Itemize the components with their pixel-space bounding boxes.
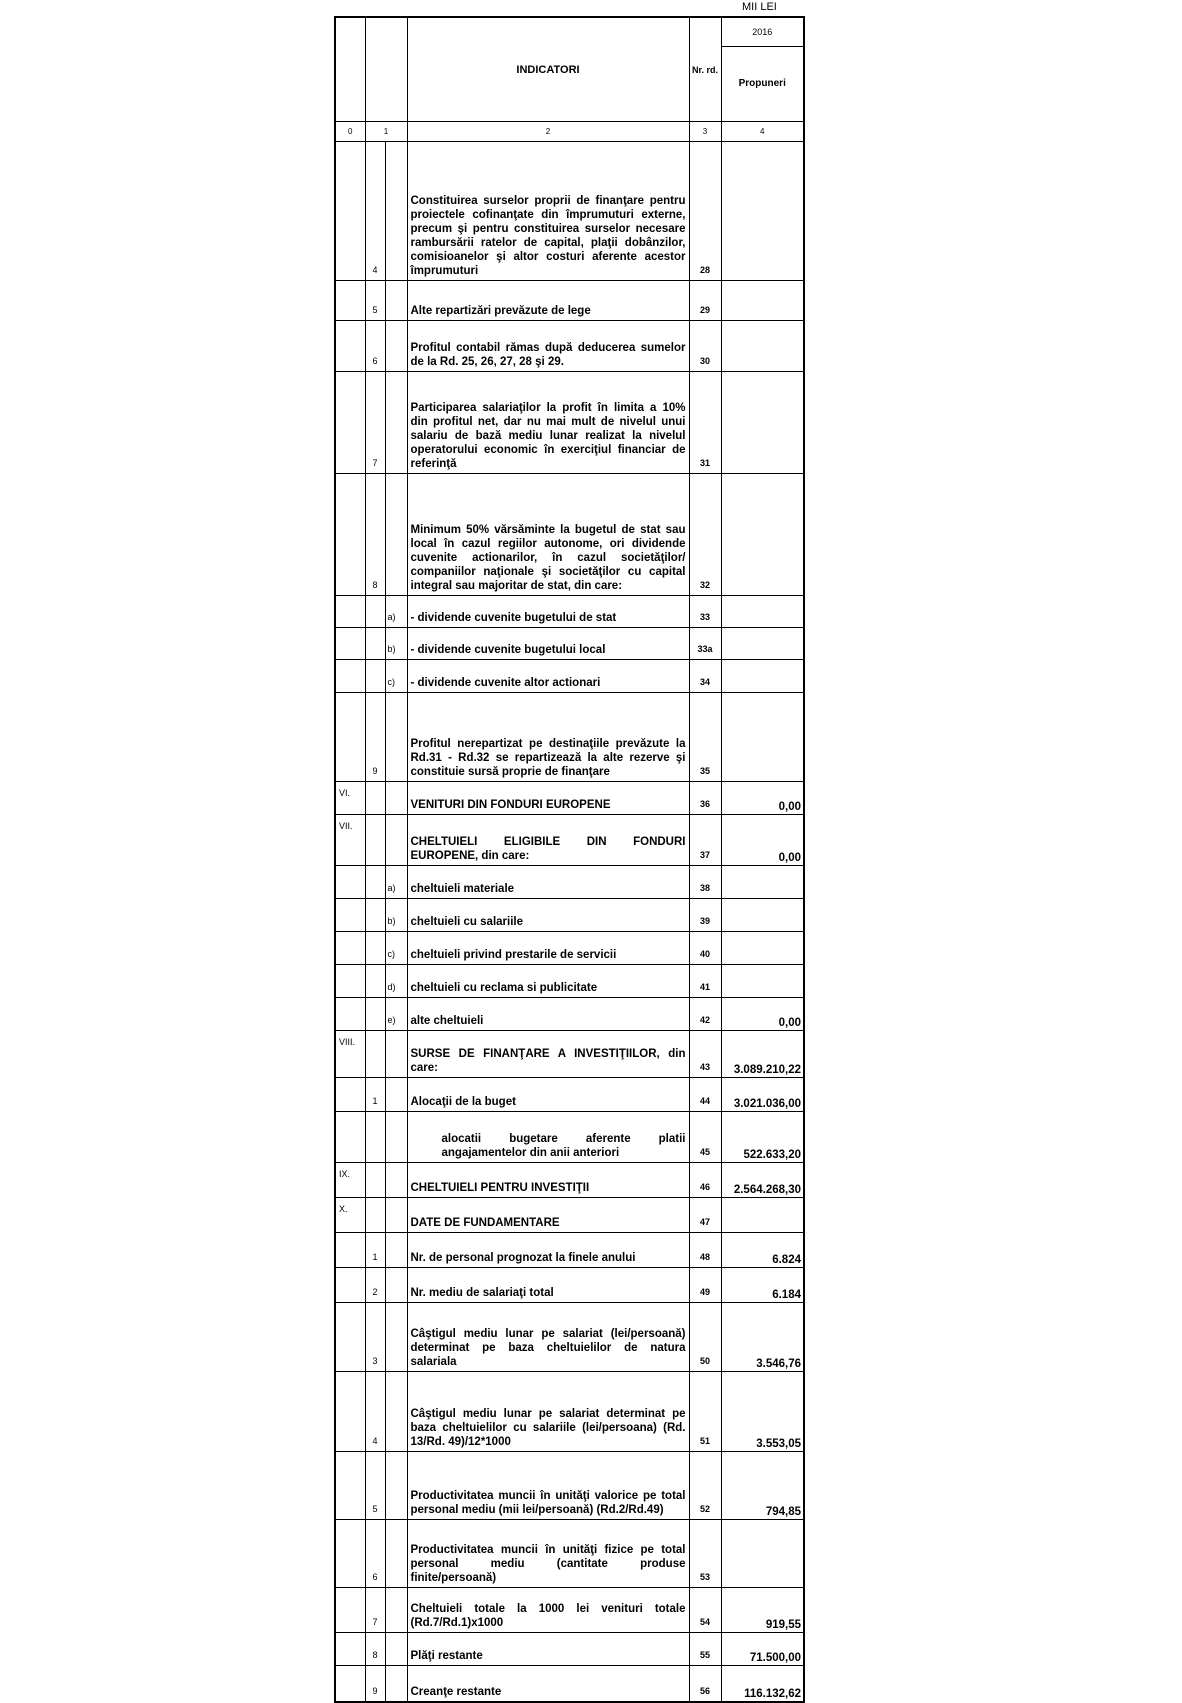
item-number: 1	[365, 1078, 385, 1112]
subitem-letter: b)	[385, 628, 407, 660]
row-number: 51	[689, 1372, 721, 1452]
column-numbers-row	[335, 122, 804, 142]
item-number	[365, 628, 385, 660]
section-number	[335, 1452, 365, 1520]
proposal-value	[721, 372, 804, 474]
indicator-text: cheltuieli materiale	[407, 866, 689, 899]
header-nr-rd: Nr. rd.	[689, 17, 721, 122]
row-number: 37	[689, 815, 721, 866]
table-row	[335, 660, 804, 693]
indicator-text: cheltuieli cu reclama si publicitate	[407, 965, 689, 998]
row-number: 33a	[689, 628, 721, 660]
section-number	[335, 660, 365, 693]
table-row	[335, 899, 804, 932]
table-row	[335, 932, 804, 965]
subitem-letter	[385, 1198, 407, 1233]
proposal-value: 6.184	[721, 1268, 804, 1303]
proposal-value	[721, 693, 804, 782]
item-number	[365, 899, 385, 932]
budget-table	[334, 16, 805, 1703]
proposal-value: 522.633,20	[721, 1112, 804, 1163]
section-number	[335, 965, 365, 998]
item-number: 1	[365, 1233, 385, 1268]
section-number	[335, 1588, 365, 1633]
proposal-value	[721, 628, 804, 660]
row-number: 53	[689, 1520, 721, 1588]
item-number: 6	[365, 1520, 385, 1588]
item-number	[365, 1163, 385, 1198]
indicator-text: Câştigul mediu lunar pe salariat determinat pe baza cheltuielilor cu salariile (lei/persoana) (Rd. 13/Rd. 49)/12*1000	[407, 1372, 689, 1452]
section-number	[335, 1303, 365, 1372]
subitem-letter	[385, 1268, 407, 1303]
subitem-letter	[385, 1078, 407, 1112]
subitem-letter	[385, 1588, 407, 1633]
item-number	[365, 596, 385, 628]
section-number	[335, 372, 365, 474]
subitem-letter	[385, 1452, 407, 1520]
proposal-value	[721, 142, 804, 281]
item-number	[365, 965, 385, 998]
table-row	[335, 1233, 804, 1268]
proposal-value	[721, 965, 804, 998]
indicator-text: cheltuieli cu salariile	[407, 899, 689, 932]
table-row	[335, 1303, 804, 1372]
indicator-text: Alocaţii de la buget	[407, 1078, 689, 1112]
item-number	[365, 932, 385, 965]
subitem-letter	[385, 1233, 407, 1268]
proposal-value: 3.553,05	[721, 1372, 804, 1452]
item-number	[365, 1112, 385, 1163]
item-number: 7	[365, 372, 385, 474]
table-row	[335, 1372, 804, 1452]
proposal-value	[721, 660, 804, 693]
indicator-text: VENITURI DIN FONDURI EUROPENE	[407, 782, 689, 815]
table-row	[335, 866, 804, 899]
row-number: 40	[689, 932, 721, 965]
item-number: 5	[365, 281, 385, 321]
row-number: 29	[689, 281, 721, 321]
subitem-letter	[385, 1633, 407, 1666]
subitem-letter	[385, 1520, 407, 1588]
section-number	[335, 1233, 365, 1268]
section-number	[335, 693, 365, 782]
table-row	[335, 815, 804, 866]
table-row	[335, 782, 804, 815]
row-number: 49	[689, 1268, 721, 1303]
section-number	[335, 1633, 365, 1666]
subitem-letter: c)	[385, 932, 407, 965]
subitem-letter	[385, 1163, 407, 1198]
table-row	[335, 998, 804, 1031]
item-number	[365, 1198, 385, 1233]
section-number	[335, 1112, 365, 1163]
subitem-letter	[385, 474, 407, 596]
subitem-letter	[385, 693, 407, 782]
section-number: VIII.	[335, 1031, 365, 1078]
subitem-letter	[385, 1112, 407, 1163]
table-row	[335, 628, 804, 660]
table-row	[335, 596, 804, 628]
row-number: 46	[689, 1163, 721, 1198]
indicator-text: - dividende cuvenite altor actionari	[407, 660, 689, 693]
table-row	[335, 1112, 804, 1163]
section-number	[335, 899, 365, 932]
proposal-value: 3.546,76	[721, 1303, 804, 1372]
table-row	[335, 965, 804, 998]
proposal-value: 0,00	[721, 815, 804, 866]
item-number: 8	[365, 474, 385, 596]
item-number	[365, 998, 385, 1031]
indicator-text: Alte repartizări prevăzute de lege	[407, 281, 689, 321]
table-row	[335, 1588, 804, 1633]
proposal-value: 3.021.036,00	[721, 1078, 804, 1112]
row-number: 56	[689, 1666, 721, 1703]
proposal-value: 794,85	[721, 1452, 804, 1520]
item-number: 7	[365, 1588, 385, 1633]
unit-label: MII LEI	[742, 1, 777, 13]
table-row	[335, 142, 804, 281]
indicator-text: Creanţe restante	[407, 1666, 689, 1703]
proposal-value	[721, 866, 804, 899]
indicator-text: cheltuieli privind prestarile de servicii	[407, 932, 689, 965]
subitem-letter	[385, 142, 407, 281]
indicator-text: SURSE DE FINANŢARE A INVESTIŢIILOR, din care:	[407, 1031, 689, 1078]
proposal-value: 0,00	[721, 998, 804, 1031]
col-num-4: 4	[721, 122, 804, 142]
table-row	[335, 1078, 804, 1112]
proposal-value	[721, 596, 804, 628]
section-number	[335, 1520, 365, 1588]
proposal-value: 3.089.210,22	[721, 1031, 804, 1078]
subitem-letter	[385, 372, 407, 474]
section-number: VI.	[335, 782, 365, 815]
indicator-text: alte cheltuieli	[407, 998, 689, 1031]
proposal-value: 71.500,00	[721, 1633, 804, 1666]
row-number: 47	[689, 1198, 721, 1233]
proposal-value: 2.564.268,30	[721, 1163, 804, 1198]
section-number	[335, 932, 365, 965]
indicator-text: Profitul contabil rămas după deducerea sumelor de la Rd. 25, 26, 27, 28 şi 29.	[407, 321, 689, 372]
section-number	[335, 321, 365, 372]
table-row	[335, 693, 804, 782]
table-row	[335, 1198, 804, 1233]
table-row	[335, 1452, 804, 1520]
indicator-text: alocatii bugetare aferente platii angajamentelor din anii anteriori	[407, 1112, 689, 1163]
indicator-text: Cheltuieli totale la 1000 lei venituri totale (Rd.7/Rd.1)x1000	[407, 1588, 689, 1633]
table-row	[335, 1633, 804, 1666]
proposal-value	[721, 899, 804, 932]
row-number: 48	[689, 1233, 721, 1268]
table-row	[335, 1520, 804, 1588]
proposal-value	[721, 474, 804, 596]
section-number	[335, 1666, 365, 1703]
indicator-text: Productivitatea muncii în unităţi valorice pe total personal mediu (mii lei/persoană) (Rd.2/Rd.49)	[407, 1452, 689, 1520]
subitem-letter	[385, 281, 407, 321]
indicator-text: Câştigul mediu lunar pe salariat (lei/persoană) determinat pe baza cheltuielilor de natura salariala	[407, 1303, 689, 1372]
proposal-value	[721, 1520, 804, 1588]
section-number	[335, 1078, 365, 1112]
subitem-letter: c)	[385, 660, 407, 693]
subitem-letter	[385, 1666, 407, 1703]
proposal-value	[721, 281, 804, 321]
item-number: 8	[365, 1633, 385, 1666]
subitem-letter	[385, 1031, 407, 1078]
col-num-2: 2	[407, 122, 689, 142]
subitem-letter: d)	[385, 965, 407, 998]
indicator-text: Plăţi restante	[407, 1633, 689, 1666]
proposal-value: 919,55	[721, 1588, 804, 1633]
item-number	[365, 866, 385, 899]
proposal-value: 0,00	[721, 782, 804, 815]
indicator-text: Minimum 50% vărsăminte la bugetul de stat sau local în cazul regiilor autonome, ori dividende cuvenite actionarilor, în cazul societăţilor/ companiilor naţionale şi societăţilor cu capital integral sau majoritar de stat, din care:	[407, 474, 689, 596]
indicator-text: CHELTUIELI PENTRU INVESTIŢII	[407, 1163, 689, 1198]
section-number: X.	[335, 1198, 365, 1233]
item-number	[365, 660, 385, 693]
data-rows	[335, 142, 804, 1703]
indicator-text: Nr. de personal prognozat la finele anului	[407, 1233, 689, 1268]
indicator-text: Constituirea surselor proprii de finanţare pentru proiectele cofinanţate din împrumuturi externe, precum şi pentru constituirea surselor necesare rambursării ratelor de capital, plaţii dobânzilor, comisioanelor şi altor costuri aferente acestor împrumuturi	[407, 142, 689, 281]
table-row	[335, 474, 804, 596]
row-number: 30	[689, 321, 721, 372]
indicator-text: DATE DE FUNDAMENTARE	[407, 1198, 689, 1233]
section-number	[335, 474, 365, 596]
section-number	[335, 1268, 365, 1303]
table-body	[335, 17, 804, 142]
section-number: IX.	[335, 1163, 365, 1198]
header-year: 2016	[721, 17, 804, 47]
indicator-text: - dividende cuvenite bugetului local	[407, 628, 689, 660]
table-row	[335, 1163, 804, 1198]
table-row	[335, 281, 804, 321]
subitem-letter	[385, 1372, 407, 1452]
proposal-value	[721, 932, 804, 965]
item-number: 6	[365, 321, 385, 372]
indicator-text: Productivitatea muncii în unităţi fizice pe total personal mediu (cantitate produse finite/persoană)	[407, 1520, 689, 1588]
indicator-text: CHELTUIELI ELIGIBILE DIN FONDURI EUROPENE, din care:	[407, 815, 689, 866]
table-row	[335, 372, 804, 474]
row-number: 43	[689, 1031, 721, 1078]
row-number: 35	[689, 693, 721, 782]
section-number	[335, 998, 365, 1031]
section-number: VII.	[335, 815, 365, 866]
row-number: 50	[689, 1303, 721, 1372]
header-row-year	[335, 17, 804, 47]
section-number	[335, 281, 365, 321]
row-number: 52	[689, 1452, 721, 1520]
item-number	[365, 1031, 385, 1078]
section-number	[335, 1372, 365, 1452]
section-number	[335, 628, 365, 660]
proposal-value: 116.132,62	[721, 1666, 804, 1703]
item-number	[365, 782, 385, 815]
row-number: 33	[689, 596, 721, 628]
row-number: 45	[689, 1112, 721, 1163]
subitem-letter: e)	[385, 998, 407, 1031]
col-num-3: 3	[689, 122, 721, 142]
subitem-letter: a)	[385, 866, 407, 899]
proposal-value	[721, 1198, 804, 1233]
row-number: 54	[689, 1588, 721, 1633]
section-number	[335, 866, 365, 899]
subitem-letter	[385, 815, 407, 866]
row-number: 34	[689, 660, 721, 693]
section-number	[335, 142, 365, 281]
row-number: 38	[689, 866, 721, 899]
indicator-text: Profitul nerepartizat pe destinaţiile prevăzute la Rd.31 - Rd.32 se repartizează la alte rezerve şi constituie sursă proprie de finanţare	[407, 693, 689, 782]
row-number: 36	[689, 782, 721, 815]
row-number: 55	[689, 1633, 721, 1666]
row-number: 41	[689, 965, 721, 998]
indicator-text: - dividende cuvenite bugetului de stat	[407, 596, 689, 628]
table-row	[335, 1666, 804, 1703]
proposal-value: 6.824	[721, 1233, 804, 1268]
item-number: 3	[365, 1303, 385, 1372]
row-number: 28	[689, 142, 721, 281]
subitem-letter: a)	[385, 596, 407, 628]
section-number	[335, 596, 365, 628]
item-number: 9	[365, 693, 385, 782]
row-number: 42	[689, 998, 721, 1031]
row-number: 32	[689, 474, 721, 596]
item-number	[365, 815, 385, 866]
header-indicatori: INDICATORI	[407, 17, 689, 122]
subitem-letter	[385, 782, 407, 815]
item-number: 9	[365, 1666, 385, 1703]
table-row	[335, 321, 804, 372]
indicator-text: Nr. mediu de salariaţi total	[407, 1268, 689, 1303]
subitem-letter: b)	[385, 899, 407, 932]
indicator-text: Participarea salariaţilor la profit în limita a 10% din profitul net, dar nu mai mult de nivelul unui salariu de bază mediu lunar realizat la nivelul operatorului economic în exerciţiul financiar de referinţă	[407, 372, 689, 474]
item-number: 4	[365, 1372, 385, 1452]
header-propuneri: Propuneri	[721, 47, 804, 122]
row-number: 44	[689, 1078, 721, 1112]
col-num-0: 0	[335, 122, 365, 142]
row-number: 31	[689, 372, 721, 474]
item-number: 4	[365, 142, 385, 281]
table-row	[335, 1031, 804, 1078]
proposal-value	[721, 321, 804, 372]
subitem-letter	[385, 1303, 407, 1372]
item-number: 2	[365, 1268, 385, 1303]
table-row	[335, 1268, 804, 1303]
item-number: 5	[365, 1452, 385, 1520]
col-num-1: 1	[365, 122, 407, 142]
row-number: 39	[689, 899, 721, 932]
subitem-letter	[385, 321, 407, 372]
